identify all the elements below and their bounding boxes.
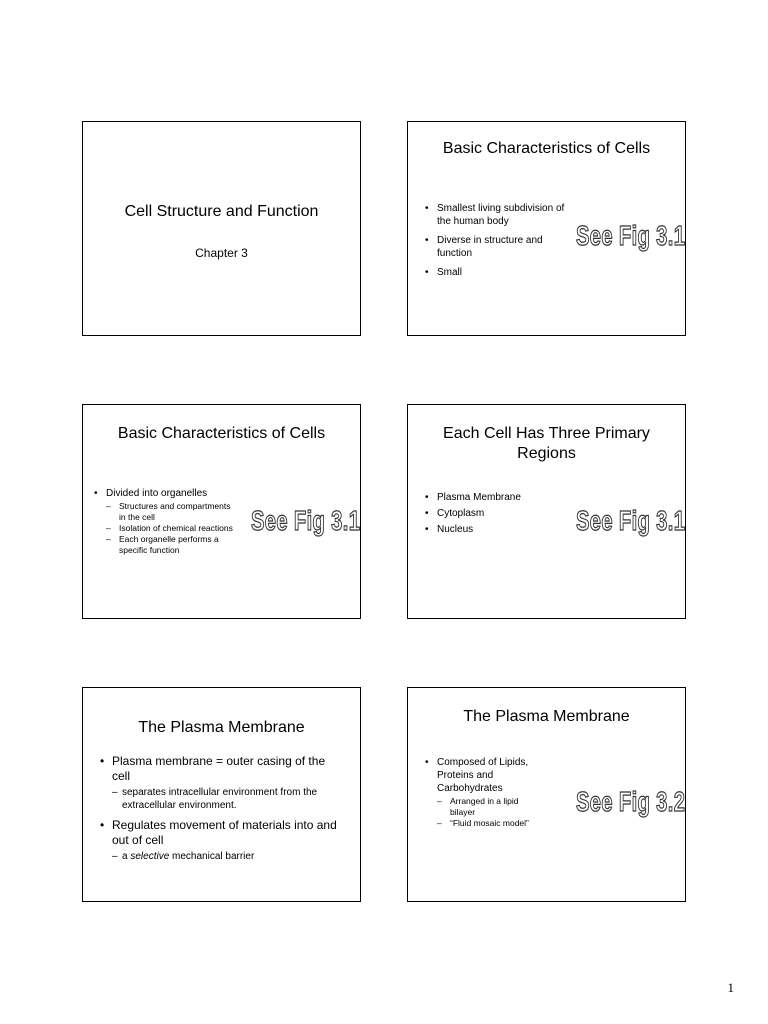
- figure-reference: See Fig 3.1: [251, 505, 361, 536]
- slide-title: Basic Characteristics of Cells: [117, 425, 326, 442]
- sub-bullet-item: – “Fluid mosaic model”: [437, 818, 529, 828]
- slide-6: [407, 687, 686, 902]
- figure-reference: See Fig 3.1: [576, 220, 686, 251]
- sub-bullet-item: – separates intracellular environment from the extracellular environment.: [112, 787, 318, 811]
- bullet-item: • Nucleus: [425, 524, 474, 535]
- slide-5: [82, 687, 361, 902]
- bullet-list: [425, 756, 560, 831]
- slide-4: [407, 404, 686, 619]
- slide-title: Cell Structure and Function: [124, 203, 319, 220]
- sub-bullet-item: – Arranged in a lipid bilayer: [437, 796, 519, 817]
- slide-2: [407, 121, 686, 336]
- figure-reference: See Fig 3.2: [576, 786, 686, 817]
- figure-reference: See Fig 3.1: [576, 505, 686, 536]
- bullet-item: • Small: [425, 267, 463, 278]
- sub-bullet-item: – Isolation of chemical reactions: [106, 523, 233, 533]
- slide-1: [82, 121, 361, 336]
- sub-bullet-item: – a selective mechanical barrier: [112, 851, 255, 862]
- bullet-list: [425, 491, 565, 536]
- bullet-list: [425, 202, 565, 279]
- slide-title: The Plasma Membrane: [463, 708, 630, 725]
- slide-title: Basic Characteristics of Cells: [442, 140, 651, 157]
- bullet-list: [100, 754, 345, 865]
- sub-bullet-item: – Each organelle performs a specific function: [106, 534, 219, 555]
- bullet-item: • Plasma membrane = outer casing of the cell – separates intracellular environment from the extracellular environment.: [100, 754, 345, 812]
- slide-title: The Plasma Membrane: [138, 719, 305, 736]
- sub-bullet-list: [106, 501, 239, 556]
- slide-title: Each Cell Has Three Primary Regions: [443, 425, 650, 462]
- sub-bullet-list: [437, 796, 560, 829]
- bullet-item: • Cytoplasm: [425, 508, 485, 519]
- bullet-item: • Diverse in structure and function: [425, 235, 543, 259]
- bullet-item: • Plasma Membrane: [425, 492, 521, 503]
- slide-subtitle: Chapter 3: [195, 246, 248, 260]
- sub-bullet-item: – Structures and compartments in the cell: [106, 501, 231, 522]
- bullet-item: • Composed of Lipids, Proteins and Carbohydrates – Arranged in a lipid bilayer – “Fluid mosaic model”: [425, 756, 560, 829]
- sub-bullet-list: [112, 850, 345, 863]
- page-number: 1: [727, 980, 734, 995]
- sub-bullet-list: [112, 786, 345, 812]
- bullet-item: • Regulates movement of materials into and out of cell – a selective mechanical barrier: [100, 818, 345, 863]
- bullet-item: • Divided into organelles – Structures and compartments in the cell – Isolation of chemical reactions – Each organelle performs a specific function: [94, 487, 239, 556]
- slide-3: [82, 404, 361, 619]
- bullet-item: • Smallest living subdivision of the human body: [425, 203, 565, 227]
- bullet-list: [94, 487, 239, 558]
